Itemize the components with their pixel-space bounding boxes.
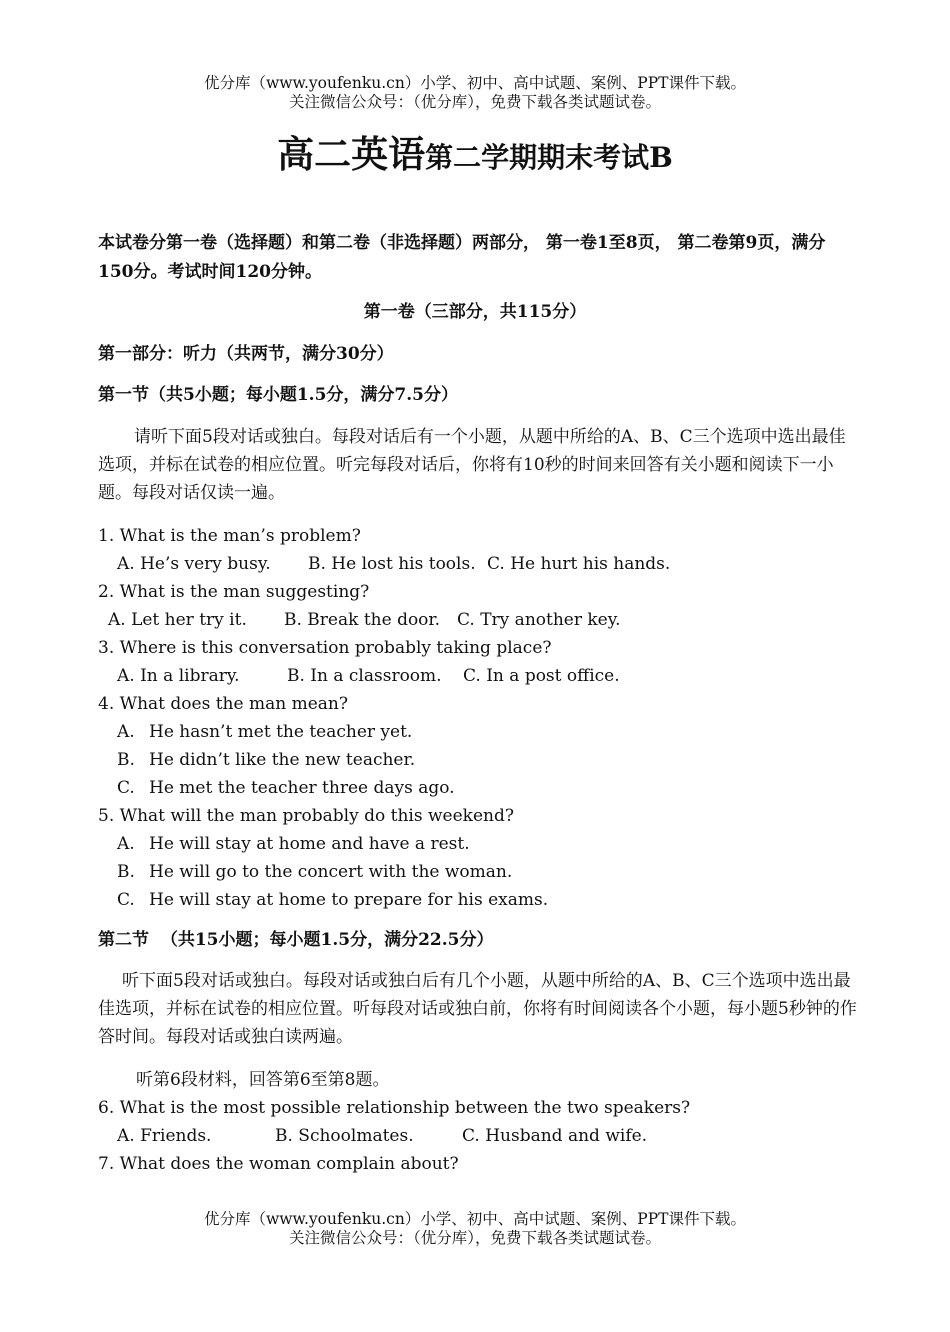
header-line-2: 关注微信公众号：（优分库），免费下载各类试题试卷。 — [288, 93, 661, 111]
q2-option-a: A. Let her try it. — [108, 610, 247, 630]
footer-line-2: 关注微信公众号：（优分库），免费下载各类试题试卷。 — [288, 1229, 661, 1247]
q4-option-b: He didn’t like the new teacher. — [149, 750, 416, 770]
q4-option-c-label: C. — [117, 778, 135, 798]
footer-line-1: 优分库（www.youfenku.cn）小学、初中、高中试题、案例、PPT课件下载。 — [203, 1210, 747, 1228]
volume1-title: 第一卷（三部分，共115分） — [363, 302, 587, 322]
q4-option-a-label: A. — [117, 722, 135, 742]
question-3: 3. Where is this conversation probably taking place? — [98, 638, 552, 658]
exam-intro: 本试卷分第一卷（选择题）和第二卷（非选择题）两部分， 第一卷1至8页， 第二卷第9页，满分150分。考试时间120分钟。 — [98, 233, 826, 282]
q4-option-b-label: B. — [117, 750, 135, 770]
material-6-note: 听第6段材料，回答第6至第8题。 — [136, 1070, 390, 1090]
question-7: 7. What does the woman complain about? — [98, 1154, 459, 1174]
section1-title: 第一节（共5小题；每小题1.5分，满分7.5分） — [98, 385, 458, 405]
q1-option-b: B. He lost his tools. — [308, 554, 476, 574]
q6-option-c: C. Husband and wife. — [462, 1126, 648, 1146]
q4-option-a: He hasn’t met the teacher yet. — [149, 722, 413, 742]
q5-option-a-label: A. — [117, 834, 135, 854]
section2-title: 第二节 （共15小题；每小题1.5分，满分22.5分） — [98, 930, 494, 950]
section2-instructions: 听下面5段对话或独白。每段对话或独白后有几个小题，从题中所给的A、B、C三个选项中选出最佳选项，并标在试卷的相应位置。听每段对话或独白前，你将有时间阅读各个小题，每小题5秒钟的作答时间。每段对话或独白读两遍。 — [98, 971, 857, 1047]
header-line-1: 优分库（www.youfenku.cn）小学、初中、高中试题、案例、PPT课件下载。 — [203, 74, 747, 92]
q5-option-b-label: B. — [117, 862, 135, 882]
question-6: 6. What is the most possible relationship between the two speakers? — [98, 1098, 691, 1118]
question-5: 5. What will the man probably do this weekend? — [98, 806, 514, 826]
question-4: 4. What does the man mean? — [98, 694, 348, 714]
q3-option-b: B. In a classroom. — [287, 666, 442, 686]
q3-option-a: A. In a library. — [117, 666, 240, 686]
page-title — [0, 124, 950, 178]
q2-option-b: B. Break the door. — [284, 610, 441, 630]
q6-option-b: B. Schoolmates. — [275, 1126, 414, 1146]
q4-option-c: He met the teacher three days ago. — [149, 778, 455, 798]
title-sub: 第二学期期末考试B — [425, 141, 673, 174]
q6-option-a: A. Friends. — [117, 1126, 212, 1146]
q5-option-c: He will stay at home to prepare for his exams. — [149, 890, 549, 910]
q2-option-c: C. Try another key. — [457, 610, 621, 630]
q5-option-a: He will stay at home and have a rest. — [149, 834, 470, 854]
q1-option-a: A. He’s very busy. — [117, 554, 271, 574]
q5-option-b: He will go to the concert with the woman. — [149, 862, 513, 882]
question-1: 1. What is the man’s problem? — [98, 526, 361, 546]
q1-option-c: C. He hurt his hands. — [487, 554, 671, 574]
question-2: 2. What is the man suggesting? — [98, 582, 370, 602]
title-main: 高二英语 — [277, 132, 426, 176]
section1-instructions: 请听下面5段对话或独白。每段对话后有一个小题，从题中所给的A、B、C三个选项中选出最佳选项，并标在试卷的相应位置。听完每段对话后，你将有10秒的时间来回答有关小题和阅读下一小题。每段对话仅读一遍。 — [98, 427, 846, 503]
q3-option-c: C. In a post office. — [463, 666, 620, 686]
q5-option-c-label: C. — [117, 890, 135, 910]
part1-title: 第一部分：听力（共两节，满分30分） — [98, 344, 394, 364]
